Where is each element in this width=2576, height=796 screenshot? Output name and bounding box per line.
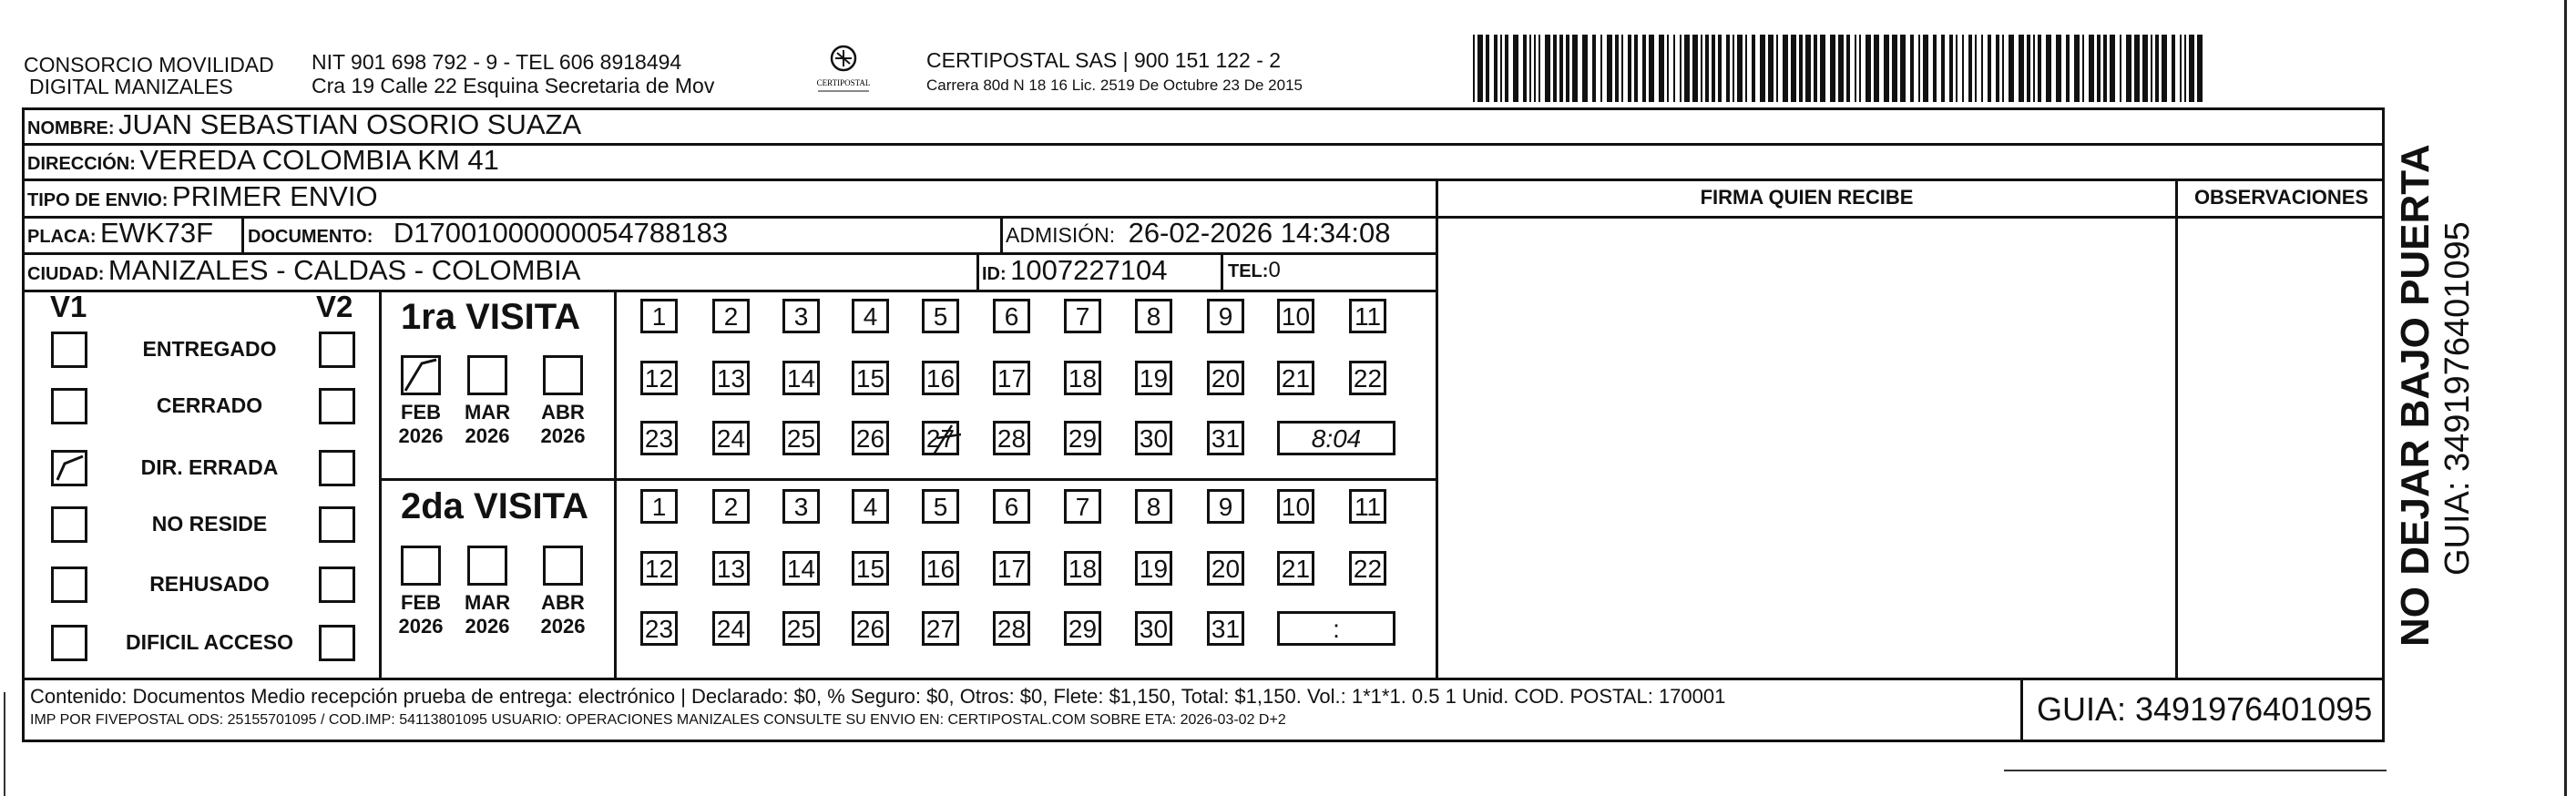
- second-visit-day-box[interactable]: 3: [782, 489, 820, 524]
- second-visit-day-box[interactable]: 18: [1064, 551, 1101, 586]
- v2-label: V2: [316, 290, 353, 323]
- contenido-line: Contenido: Documentos Medio recepción prueba de entrega: electrónico | Declarado: $0, % Seguro: $0, Otros: $0, Flete: $1,150, Total: $1,150. Vol.: 1*1*1. 0.5 1 Unid. COD. POSTAL: 170001: [30, 685, 1726, 708]
- v1-checkbox[interactable]: [51, 388, 87, 424]
- second-visit-day-box[interactable]: 14: [782, 551, 820, 586]
- direccion-label: DIRECCIÓN:: [27, 154, 136, 174]
- second-visit-day-box[interactable]: 10: [1277, 489, 1314, 524]
- second-visit-day-box[interactable]: 13: [712, 551, 750, 586]
- side-warning: [2394, 143, 2438, 647]
- second-visit-day-box[interactable]: 8: [1135, 489, 1172, 524]
- second-visit-day-box[interactable]: 16: [922, 551, 959, 586]
- first-visit-day-box[interactable]: 4: [852, 299, 889, 333]
- first-visit-day-box[interactable]: 23: [640, 421, 678, 455]
- first-visit-day-box[interactable]: 30: [1135, 421, 1172, 455]
- second-visit-day-box[interactable]: 21: [1277, 551, 1314, 586]
- tipo-envio-row: [27, 180, 378, 219]
- first-visit-day-box[interactable]: 25: [782, 421, 820, 455]
- first-visit-day-box[interactable]: 22: [1349, 361, 1386, 395]
- first-visit-day-box[interactable]: 27: [922, 421, 959, 455]
- nombre-row: [27, 108, 581, 147]
- v1-checkbox[interactable]: [51, 450, 87, 486]
- ciudad-field: [27, 254, 580, 292]
- second-visit-day-box[interactable]: 17: [993, 551, 1030, 586]
- second-visit-month-label: MAR 2026: [465, 591, 511, 638]
- second-visit-day-box[interactable]: 25: [782, 611, 820, 646]
- tipo-envio-value: PRIMER ENVIO: [171, 180, 378, 212]
- first-visit-day-box[interactable]: 7: [1064, 299, 1101, 333]
- v2-checkbox[interactable]: [319, 506, 355, 543]
- second-visit-day-box[interactable]: 15: [852, 551, 889, 586]
- v1-checkbox[interactable]: [51, 332, 87, 368]
- first-visit-day-box[interactable]: 19: [1135, 361, 1172, 395]
- second-visit-day-box[interactable]: 12: [640, 551, 678, 586]
- first-visit-day-box[interactable]: 8: [1135, 299, 1172, 333]
- v1-checkbox[interactable]: [51, 625, 87, 661]
- first-visit-month-checkbox[interactable]: [543, 355, 583, 395]
- v2-checkbox[interactable]: [319, 566, 355, 603]
- second-visit-day-box[interactable]: 1: [640, 489, 678, 524]
- left-edge-mark: [4, 692, 5, 796]
- ciudad-label: CIUDAD:: [27, 264, 105, 284]
- status-label: REHUSADO: [149, 572, 270, 596]
- id-value: 1007227104: [1010, 254, 1168, 286]
- firma-label: FIRMA QUIEN RECIBE: [1700, 186, 1914, 209]
- company-name-line1: CONSORCIO MOVILIDAD: [24, 53, 274, 77]
- placa-label: PLACA:: [27, 227, 97, 247]
- second-visit-day-box[interactable]: 7: [1064, 489, 1101, 524]
- id-field: [982, 254, 1168, 292]
- first-visit-day-box[interactable]: 13: [712, 361, 750, 395]
- first-visit-day-box[interactable]: 6: [993, 299, 1030, 333]
- first-visit-month-label: MAR 2026: [465, 401, 511, 447]
- side-guia-text: GUIA: 3491976401095: [2438, 221, 2477, 576]
- second-visit-day-box[interactable]: 22: [1349, 551, 1386, 586]
- nombre-value: JUAN SEBASTIAN OSORIO SUAZA: [118, 108, 582, 140]
- first-visit-day-box[interactable]: 29: [1064, 421, 1101, 455]
- status-label: DIFICIL ACCESO: [125, 630, 293, 654]
- tel-value: 0: [1268, 258, 1281, 282]
- second-visit-day-box[interactable]: 20: [1207, 551, 1244, 586]
- first-visit-day-box[interactable]: 20: [1207, 361, 1244, 395]
- documento-field: [248, 217, 728, 255]
- id-label: ID:: [982, 264, 1007, 284]
- tel-field: [1228, 254, 1281, 290]
- logo-text: CERTIPOSTAL: [816, 78, 871, 87]
- observations-area[interactable]: [2179, 219, 2383, 676]
- cut-line: [2004, 770, 2387, 771]
- first-visit-day-box[interactable]: 18: [1064, 361, 1101, 395]
- second-visit-day-box[interactable]: 23: [640, 611, 678, 646]
- second-visit-day-box[interactable]: 5: [922, 489, 959, 524]
- signature-area[interactable]: [1439, 219, 2173, 676]
- second-visit-month-checkbox[interactable]: [467, 546, 507, 586]
- first-visit-day-box[interactable]: 15: [852, 361, 889, 395]
- certipostal-logo: [807, 42, 880, 102]
- second-visit-day-box[interactable]: 28: [993, 611, 1030, 646]
- second-visit-month-label: ABR 2026: [540, 591, 586, 638]
- second-visit-day-box[interactable]: 29: [1064, 611, 1101, 646]
- documento-value: D17001000000054788183: [393, 217, 729, 249]
- admision-label: ADMISIÓN:: [1006, 223, 1116, 247]
- v2-checkbox[interactable]: [319, 332, 355, 368]
- second-visit-day-box[interactable]: 9: [1207, 489, 1244, 524]
- second-visit-month-checkbox[interactable]: [401, 546, 441, 586]
- second-visit-day-box[interactable]: 24: [712, 611, 750, 646]
- first-visit-day-box[interactable]: 17: [993, 361, 1030, 395]
- first-visit-month-label: FEB 2026: [398, 401, 444, 447]
- first-visit-day-box[interactable]: 21: [1277, 361, 1314, 395]
- status-label: NO RESIDE: [151, 512, 268, 536]
- first-visit-day-box[interactable]: 1: [640, 299, 678, 333]
- observaciones-label: OBSERVACIONES: [2193, 186, 2369, 209]
- nombre-label: NOMBRE:: [27, 118, 115, 138]
- second-visit-day-box[interactable]: 26: [852, 611, 889, 646]
- first-visit-time-box[interactable]: 8:04: [1277, 421, 1395, 455]
- first-visit-month-checkbox[interactable]: [467, 355, 507, 395]
- tel-label: TEL:: [1228, 261, 1269, 281]
- carrier-address: Carrera 80d N 18 16 Lic. 2519 De Octubre 23 De 2015: [926, 77, 1303, 94]
- v1-label: V1: [50, 290, 87, 323]
- admision-field: [1006, 217, 1390, 255]
- side-guia: [2439, 182, 2476, 576]
- second-visit-month-checkbox[interactable]: [543, 546, 583, 586]
- first-visit-day-box[interactable]: 12: [640, 361, 678, 395]
- second-visit-day-box[interactable]: 27: [922, 611, 959, 646]
- placa-field: [27, 217, 213, 255]
- barcode: [1473, 35, 2206, 102]
- second-visit-day-box[interactable]: 2: [712, 489, 750, 524]
- v2-checkbox[interactable]: [319, 450, 355, 486]
- ciudad-value: MANIZALES - CALDAS - COLOMBIA: [107, 254, 581, 286]
- page-edge: [2564, 0, 2567, 796]
- first-visit-month-checkbox[interactable]: [401, 355, 441, 395]
- v2-checkbox[interactable]: [319, 388, 355, 424]
- tipo-envio-label: TIPO DE ENVIO:: [27, 190, 169, 210]
- second-visit-month-label: FEB 2026: [398, 591, 444, 638]
- documento-label: DOCUMENTO:: [248, 227, 373, 247]
- second-visit-day-box[interactable]: 6: [993, 489, 1030, 524]
- carrier-line: CERTIPOSTAL SAS | 900 151 122 - 2: [926, 48, 1282, 72]
- no-dejar-text: NO DEJAR BAJO PUERTA: [2393, 144, 2438, 647]
- address-line: Cra 19 Calle 22 Esquina Secretaria de Mov: [312, 74, 715, 97]
- second-visit-day-box[interactable]: 4: [852, 489, 889, 524]
- second-visit-day-box[interactable]: 30: [1135, 611, 1172, 646]
- v1-checkbox[interactable]: [51, 506, 87, 543]
- nit-line: NIT 901 698 792 - 9 - TEL 606 8918494: [312, 50, 682, 74]
- admision-value: 26-02-2026 14:34:08: [1128, 217, 1391, 249]
- v2-checkbox[interactable]: [319, 625, 355, 661]
- first-visit-day-box[interactable]: 9: [1207, 299, 1244, 333]
- first-visit-title: 1ra VISITA: [401, 297, 581, 337]
- first-visit-day-box[interactable]: 3: [782, 299, 820, 333]
- first-visit-day-box[interactable]: 28: [993, 421, 1030, 455]
- imp-line: IMP POR FIVEPOSTAL ODS: 25155701095 / COD.IMP: 54113801095 USUARIO: OPERACIONES MANIZALES CONSULTE SU ENVIO EN: CERTIPOSTAL.COM SOBRE ETA: 2026-03-02 D+2: [30, 712, 1286, 728]
- second-visit-day-box[interactable]: 31: [1207, 611, 1244, 646]
- first-visit-day-box[interactable]: 14: [782, 361, 820, 395]
- first-visit-day-box[interactable]: 16: [922, 361, 959, 395]
- first-visit-day-box[interactable]: 10: [1277, 299, 1314, 333]
- status-label: ENTREGADO: [142, 337, 277, 361]
- first-visit-day-box[interactable]: 31: [1207, 421, 1244, 455]
- first-visit-day-box[interactable]: 24: [712, 421, 750, 455]
- guia-footer: GUIA: 3491976401095: [2037, 690, 2373, 728]
- first-visit-day-box[interactable]: 2: [712, 299, 750, 333]
- second-visit-day-box[interactable]: 19: [1135, 551, 1172, 586]
- first-visit-day-box[interactable]: 5: [922, 299, 959, 333]
- second-visit-time-box[interactable]: :: [1277, 611, 1395, 646]
- second-visit-title: 2da VISITA: [401, 486, 588, 526]
- direccion-row: [27, 144, 499, 182]
- first-visit-month-label: ABR 2026: [540, 401, 586, 447]
- first-visit-day-box[interactable]: 26: [852, 421, 889, 455]
- company-name-line2: DIGITAL MANIZALES: [29, 75, 233, 98]
- placa-value: EWK73F: [100, 217, 214, 249]
- direccion-value: VEREDA COLOMBIA KM 41: [139, 144, 499, 176]
- v1-checkbox[interactable]: [51, 566, 87, 603]
- status-label: CERRADO: [156, 393, 263, 417]
- status-label: DIR. ERRADA: [140, 455, 279, 479]
- second-visit-day-box[interactable]: 11: [1349, 489, 1386, 524]
- first-visit-day-box[interactable]: 11: [1349, 299, 1386, 333]
